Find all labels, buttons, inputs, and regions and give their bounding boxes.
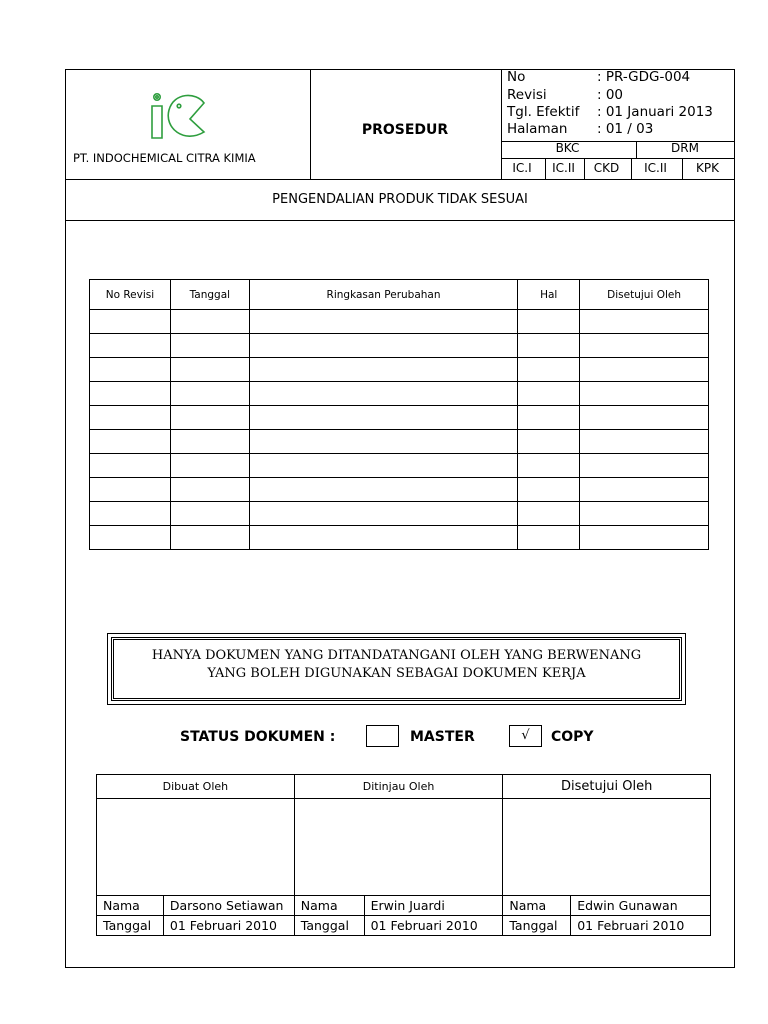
table-cell [580, 334, 709, 358]
table-cell [90, 334, 171, 358]
table-cell [90, 502, 171, 526]
table-cell [90, 430, 171, 454]
date-label: Tanggal [503, 916, 571, 936]
table-cell [170, 406, 249, 430]
signature-table [96, 774, 711, 936]
signature-header-row [97, 775, 711, 799]
dist-kpk: KPK [696, 161, 719, 175]
dist-ckd: CKD [593, 161, 620, 175]
table-header-row [90, 280, 709, 310]
date-label: Tanggal [294, 916, 364, 936]
meta-label: Tgl. Efektif [507, 104, 580, 120]
meta-row-effective-date [507, 104, 713, 121]
name-label: Nama [97, 896, 164, 916]
document-subject: PENGENDALIAN PRODUK TIDAK SESUAI [272, 192, 528, 207]
signature-area-created [97, 799, 295, 896]
meta-row-no [507, 69, 690, 86]
table-cell [580, 358, 709, 382]
table-cell [249, 310, 518, 334]
table-cell [170, 334, 249, 358]
role-created-by: Dibuat Oleh [97, 775, 295, 799]
table-cell [580, 454, 709, 478]
table-cell [170, 430, 249, 454]
date-label: Tanggal [97, 916, 164, 936]
table-cell [580, 430, 709, 454]
col-header-no-revisi: No Revisi [90, 280, 171, 310]
table-cell [170, 310, 249, 334]
dist-ic2-b: IC.II [644, 161, 667, 175]
company-name: PT. INDOCHEMICAL CITRA KIMIA [73, 151, 256, 165]
col-header-disetujui: Disetujui Oleh [580, 280, 709, 310]
header-divider [66, 179, 734, 180]
table-cell [249, 430, 518, 454]
table-cell [249, 334, 518, 358]
status-label: STATUS DOKUMEN : [180, 729, 336, 745]
meta-label: Halaman [507, 121, 568, 137]
table-cell [170, 478, 249, 502]
table-row [90, 526, 709, 550]
name-label: Nama [503, 896, 571, 916]
signature-area-reviewed [294, 799, 503, 896]
copy-label: COPY [551, 729, 594, 745]
col-header-tanggal: Tanggal [170, 280, 249, 310]
master-label: MASTER [410, 729, 475, 745]
table-cell [518, 358, 580, 382]
col-header-hal: Hal [518, 280, 580, 310]
meta-label: No [507, 69, 526, 85]
document-type: PROSEDUR [361, 122, 449, 138]
table-cell [170, 358, 249, 382]
group-divider [501, 158, 734, 159]
col-header-ringkasan: Ringkasan Perubahan [249, 280, 518, 310]
table-cell [90, 454, 171, 478]
table-cell [249, 526, 518, 550]
table-cell [170, 526, 249, 550]
table-cell [518, 502, 580, 526]
notice-line-1: HANYA DOKUMEN YANG DITANDATANGANI OLEH YANG BERWENANG [151, 648, 642, 663]
signature-date-row [97, 916, 711, 936]
meta-label: Revisi [507, 87, 547, 103]
table-cell [90, 406, 171, 430]
table-cell [580, 310, 709, 334]
meta-value: : 01 / 03 [597, 121, 654, 137]
table-cell [518, 406, 580, 430]
table-cell [90, 310, 171, 334]
table-row [90, 334, 709, 358]
meta-row-page [507, 121, 653, 138]
table-cell [580, 382, 709, 406]
table-row [90, 430, 709, 454]
table-row [90, 406, 709, 430]
table-cell [170, 502, 249, 526]
subject-divider [66, 220, 734, 221]
table-cell [580, 478, 709, 502]
table-cell [249, 358, 518, 382]
meta-value: : 00 [597, 87, 624, 103]
table-cell [249, 454, 518, 478]
table-cell [90, 526, 171, 550]
table-row [90, 454, 709, 478]
table-row [90, 502, 709, 526]
date-approved: 01 Februari 2010 [571, 916, 711, 936]
table-cell [580, 406, 709, 430]
table-cell [170, 454, 249, 478]
copy-checkbox[interactable]: √ [509, 725, 542, 747]
name-approved: Edwin Gunawan [571, 896, 711, 916]
meta-row-revisi [507, 87, 623, 104]
table-cell [90, 358, 171, 382]
table-row [90, 358, 709, 382]
revision-table [89, 279, 709, 550]
dist-ic1: IC.I [512, 161, 532, 175]
group-bkc: BKC [555, 141, 580, 155]
table-cell [518, 430, 580, 454]
signature-name-row [97, 896, 711, 916]
meta-value: : PR-GDG-004 [597, 69, 691, 85]
table-cell [580, 526, 709, 550]
table-cell [518, 478, 580, 502]
table-cell [518, 454, 580, 478]
name-created: Darsono Setiawan [163, 896, 294, 916]
table-row [90, 478, 709, 502]
signature-area-approved [503, 799, 711, 896]
meta-value: : 01 Januari 2013 [597, 104, 713, 120]
master-checkbox[interactable] [366, 725, 399, 747]
role-approved-by: Disetujui Oleh [503, 775, 711, 799]
name-reviewed: Erwin Juardi [364, 896, 503, 916]
table-cell [170, 382, 249, 406]
date-created: 01 Februari 2010 [163, 916, 294, 936]
company-logo-icon [148, 90, 208, 142]
table-row [90, 310, 709, 334]
table-cell [249, 478, 518, 502]
table-cell [518, 526, 580, 550]
table-cell [518, 310, 580, 334]
table-cell [90, 478, 171, 502]
name-label: Nama [294, 896, 364, 916]
table-cell [249, 406, 518, 430]
table-cell [518, 334, 580, 358]
notice-line-2: YANG BOLEH DIGUNAKAN SEBAGAI DOKUMEN KERJA [207, 666, 586, 681]
notice-box [107, 633, 686, 705]
table-cell [580, 502, 709, 526]
date-reviewed: 01 Februari 2010 [364, 916, 503, 936]
dist-ic2: IC.II [552, 161, 575, 175]
notice-inner [111, 637, 682, 701]
group-drm: DRM [671, 141, 699, 155]
table-row [90, 382, 709, 406]
table-cell [249, 382, 518, 406]
table-cell [90, 382, 171, 406]
table-cell [518, 382, 580, 406]
role-reviewed-by: Ditinjau Oleh [294, 775, 503, 799]
table-cell [249, 502, 518, 526]
signature-space-row [97, 799, 711, 896]
